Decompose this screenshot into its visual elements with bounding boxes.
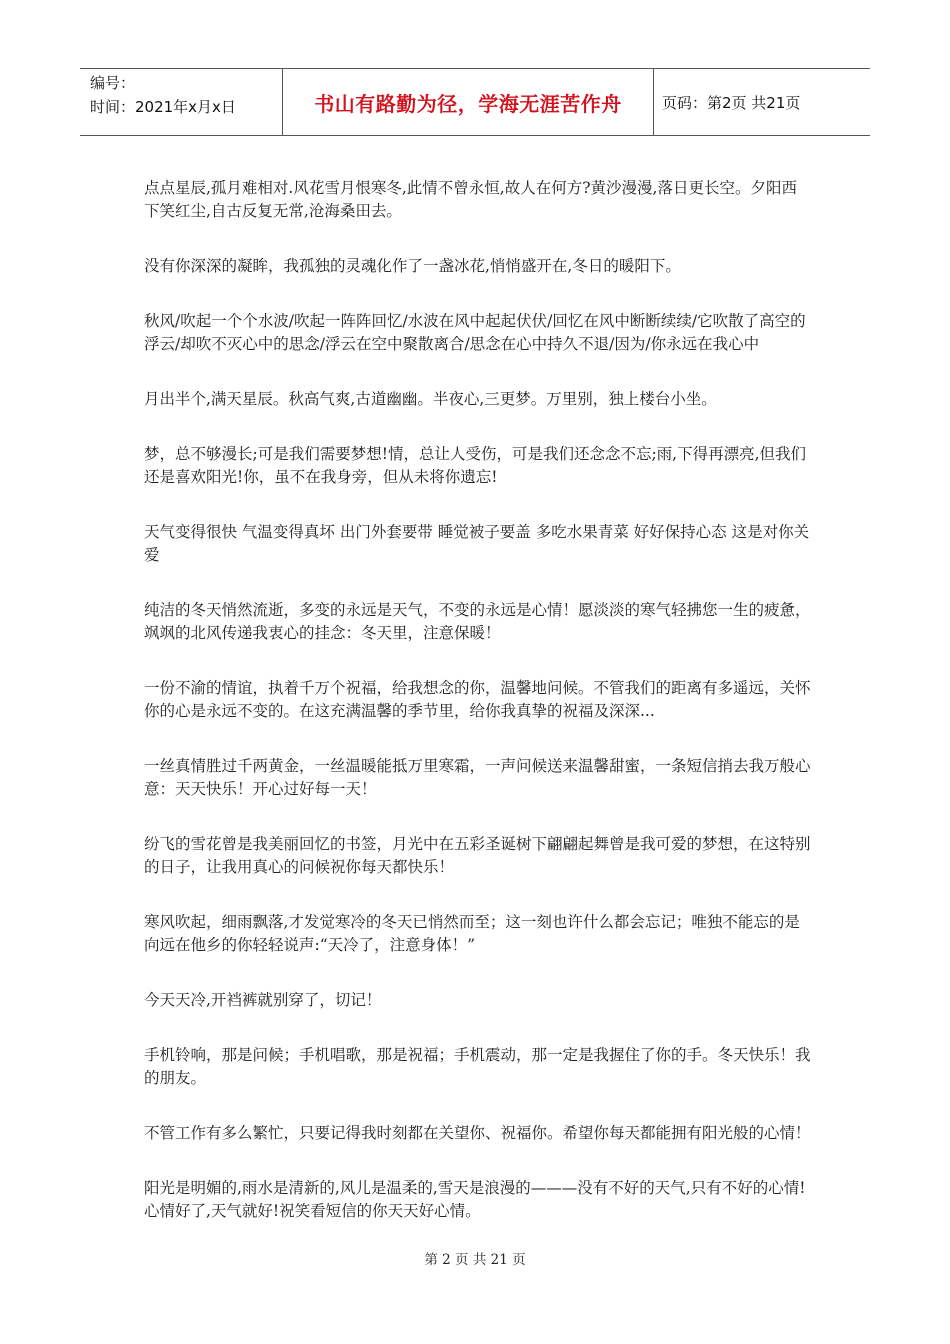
paragraph: 没有你深深的凝眸，我孤独的灵魂化作了一盏冰花,悄悄盛开在,冬日的暖阳下。 [144, 257, 681, 275]
paragraph: 纯洁的冬天悄然流逝，多变的永远是天气，不变的永远是心情！愿淡淡的寒气轻拂您一生的疲惫，飒飒的北风传递我衷心的挂念：冬天里，注意保暖！ [144, 601, 811, 642]
paragraph: 今天天冷,开裆裤就别穿了，切记！ [144, 991, 382, 1009]
paragraph: 点点星辰,孤月难相对.风花雪月恨寒冬,此情不曾永恒,故人在何方?黄沙漫漫,落日更长空。夕阳西下笑红尘,自古反复无常,沧海桑田去。 [144, 179, 797, 220]
paragraph: 一丝真情胜过千两黄金，一丝温暖能抵万里寒霜，一声问候送来温馨甜蜜，一条短信捎去我万般心意：天天快乐！开心过好每一天！ [144, 757, 811, 798]
page-footer: 第 2 页 共 21 页 [424, 1252, 526, 1268]
page-header [80, 68, 870, 136]
paragraph: 梦，总不够漫长;可是我们需要梦想!情，总让人受伤，可是我们还念念不忘;雨,下得再漂亮,但我们还是喜欢阳光!你，虽不在我身旁，但从未将你遗忘! [144, 445, 807, 486]
paragraph: 月出半个,满天星辰。秋高气爽,古道幽幽。半夜心,三更梦。万里别，独上楼台小坐。 [144, 390, 717, 408]
document-date: 时间：2021年x月x日 [90, 98, 236, 116]
paragraph: 一份不渝的情谊，执着千万个祝福，给我想念的你，温馨地问候。不管我们的距离有多遥远，关怀你的心是永远不变的。在这充满温馨的季节里，给你我真挚的祝福及深深... [144, 679, 811, 720]
paragraph: 寒风吹起，细雨飘落,才发觉寒冷的冬天已悄然而至；这一刻也许什么都会忘记；唯独不能忘的是向远在他乡的你轻轻说声:“天冷了，注意身体！” [144, 913, 800, 954]
paragraph: 手机铃响，那是问候；手机唱歌，那是祝福；手机震动，那一定是我握住了你的手。冬天快乐！我的朋友。 [144, 1046, 811, 1087]
paragraph: 天气变得很快 气温变得真坏 出门外套要带 睡觉被子要盖 多吃水果青菜 好好保持心态 这是对你关爱 [144, 523, 810, 564]
paragraph: 阳光是明媚的,雨水是清新的,风儿是温柔的,雪天是浪漫的———没有不好的天气,只有不好的心情!心情好了,天气就好!祝笑看短信的你天天好心情。 [144, 1179, 806, 1220]
header-meta [80, 69, 283, 135]
paragraph: 纷飞的雪花曾是我美丽回忆的书签，月光中在五彩圣诞树下翩翩起舞曾是我可爱的梦想，在这特别的日子，让我用真心的问候祝你每天都快乐！ [144, 835, 811, 876]
header-motto: 书山有路勤为径，学海无涯苦作舟 [283, 69, 654, 135]
document-number-label: 编号： [90, 74, 136, 92]
document-body [144, 177, 812, 1255]
header-page-info: 页码：第2页 共21页 [662, 93, 801, 112]
paragraph: 秋风/吹起一个个水波/吹起一阵阵回忆/水波在风中起起伏伏/回忆在风中断断续续/它吹散了高空的浮云/却吹不灭心中的思念/浮云在空中聚散离合/思念在心中持久不退/因为/你永远在我心中 [144, 312, 806, 353]
paragraph: 不管工作有多么繁忙，只要记得我时刻都在关望你、祝福你。希望你每天都能拥有阳光般的心情！ [144, 1124, 811, 1142]
